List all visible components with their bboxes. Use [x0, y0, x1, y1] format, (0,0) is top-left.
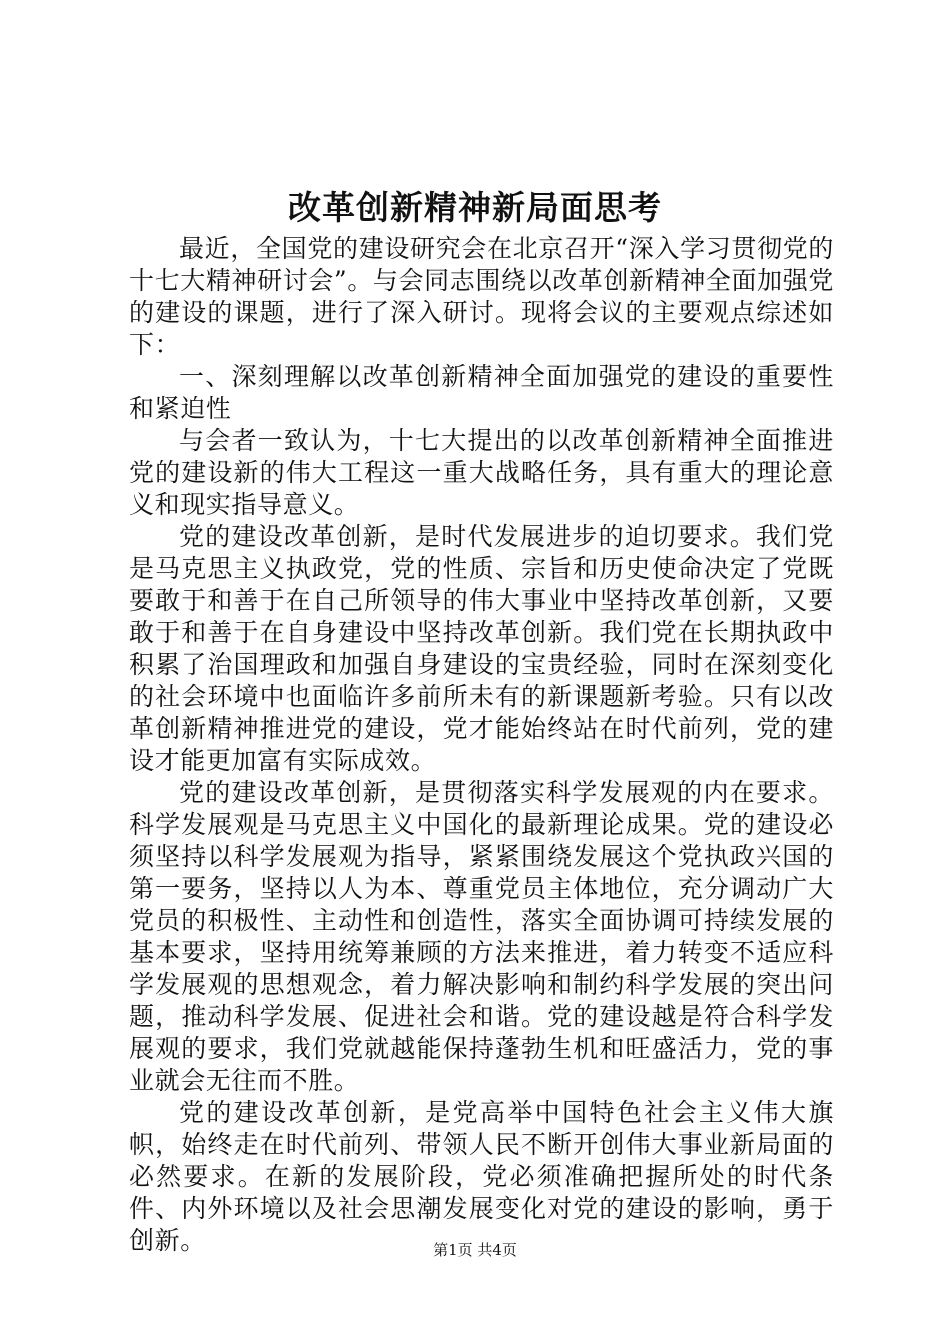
- page-number-footer: 第1页 共4页: [433, 1241, 517, 1259]
- paragraph-intro: 最近，全国党的建设研究会在北京召开“深入学习贯彻党的十七大精神研讨会”。与会同志围绕以改革创新精神全面加强党的建设的课题，进行了深入研讨。现将会议的主要观点综述如下：: [129, 234, 834, 359]
- document-title: 改革创新精神新局面思考: [288, 188, 662, 227]
- section-heading: 一、深刻理解以改革创新精神全面加强党的建设的重要性和紧迫性: [129, 362, 834, 423]
- document-body: [129, 233, 834, 1257]
- paragraph-era-requirement: 党的建设改革创新，是时代发展进步的迫切要求。我们党是马克思主义执政党，党的性质、宗旨和历史使命决定了党既要敢于和善于在自己所领导的伟大事业中坚持改革创新，又要敢于和善于在自身建设中坚持改革创新。我们党在长期执政中积累了治国理政和加强自身建设的宝贵经验，同时在深刻变化的社会环境中也面临许多前所未有的新课题新考验。只有以改革创新精神推进党的建设，党才能始终站在时代前列，党的建设才能更加富有实际成效。: [129, 522, 834, 775]
- paragraph-scientific-development: 党的建设改革创新，是贯彻落实科学发展观的内在要求。科学发展观是马克思主义中国化的最新理论成果。党的建设必须坚持以科学发展观为指导，紧紧围绕发展这个党执政兴国的第一要务，坚持以人为本、尊重党员主体地位，充分调动广大党员的积极性、主动性和创造性，落实全面协调可持续发展的基本要求，坚持用统筹兼顾的方法来推进，着力转变不适应科学发展观的思想观念，着力解决影响和制约科学发展的突出问题，推动科学发展、促进社会和谐。党的建设越是符合科学发展观的要求，我们党就越能保持蓬勃生机和旺盛活力，党的事业就会无往而不胜。: [129, 778, 834, 1095]
- paragraph-consensus: 与会者一致认为，十七大提出的以改革创新精神全面推进党的建设新的伟大工程这一重大战略任务，具有重大的理论意义和现实指导意义。: [129, 426, 834, 519]
- paragraph-banner: 党的建设改革创新，是党高举中国特色社会主义伟大旗帜，始终走在时代前列、带领人民不断开创伟大事业新局面的必然要求。在新的发展阶段，党必须准确把握所处的时代条件、内外环境以及社会思潮发展变化对党的建设的影响，勇于创新。: [129, 1098, 834, 1255]
